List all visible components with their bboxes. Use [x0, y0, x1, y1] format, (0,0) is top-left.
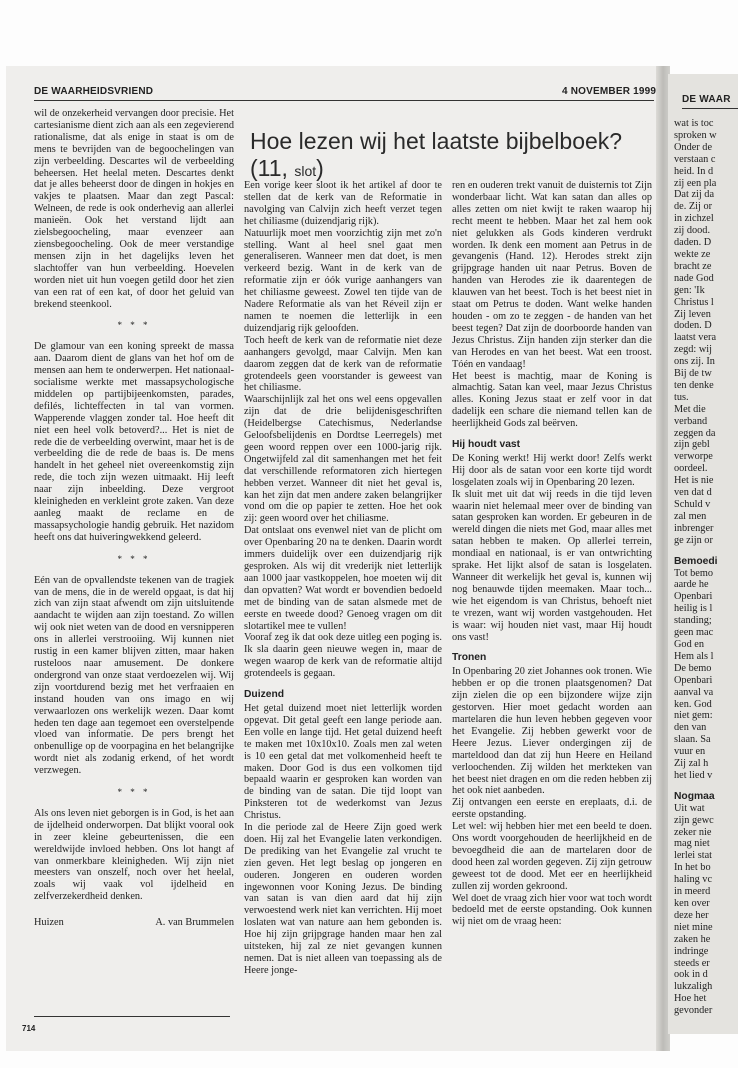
next-page-block — [674, 803, 738, 1017]
next-page-line: steeds er — [674, 957, 710, 969]
next-page-line: God en — [674, 638, 705, 650]
next-page-line: zij een pla — [674, 177, 717, 189]
next-page-line: ook in d — [674, 969, 708, 981]
section-separator: * * * — [117, 553, 151, 564]
left-paragraph: wil de onzekerheid vervangen door precisie. Het cartesianisme dient zich aan als een zegevierend rationalisme, dat als enige in staat is om de mens te bevrijden van de begoochelingen van zijn verbeelding. Descartes wil de verbeelding beheersen. Het heelal meten. Descartes denkt dat je alles beheerst door de dingen in hokjes en vakjes te plaatsen. Maar dan zegt Pascal: Welneen, de rede is ook onderhevig aan allerlei manieën. Ook het verstand lijdt aan zielsbegoocheling, maar evenzeer aan ziensbegoocheling. Ook de meer verstandige mensen zijn in het dagelijks leven het slachtoffer van hun verbeelding. Hoevelen worden niet uit hun voegen getild door het zien van een rat of een kat, of door het geluid van brekend steenkool. — [34, 108, 234, 310]
next-page-line: wekte ze — [674, 248, 711, 260]
next-page-line: lerlei stat — [674, 850, 713, 862]
left-paragraph: Als ons leven niet geborgen is in God, is het aan de ijdelheid onderworpen. Dat blijkt vooral ook in zeer kleine gebeurtenissen, die een wereldwijde invloed hebben. Ons lot hangt af van onmerkbare kleinigheden. Wij zijn niet meesters van onszelf, noch over het heelal, zoals wij vaak vol ijdelheid en zelfverzekerdheid denken. — [34, 807, 234, 903]
next-page-subheading: Nogmaa — [674, 790, 715, 802]
next-page-line: den van — [674, 722, 707, 734]
right-paragraph: Het beest is machtig, maar de Koning is almachtig. Satan kan veel, maar Jezus Christus alles. Koning Jezus staat er zelf voor in dat dadelijk een schare die niemand tellen kan de heerlijkheid Gods zal beërven. — [452, 370, 652, 430]
middle-paragraph: Toch heeft de kerk van de reformatie niet deze aanhangers gevolgd, maar Calvijn. Men kan daarom zeggen dat de kerk van de reformatie grotendeels geen voorstander is geweest van het chiliasme. — [244, 334, 442, 394]
next-page-line: wat is toc — [674, 118, 714, 129]
next-page-line: ven dat d — [674, 487, 712, 499]
next-page-line: aarde he — [674, 579, 709, 591]
next-page-line: zijn gewc — [674, 814, 714, 826]
next-page-line: zal men — [674, 510, 707, 522]
next-page-line: heid. In d — [674, 165, 714, 177]
next-page-line: slaan. Sa — [674, 734, 711, 746]
next-page-line: Openbari — [674, 674, 713, 686]
next-page-line: de. Zij or — [674, 201, 713, 213]
next-page-line: bracht ze — [674, 260, 712, 272]
next-page-line: indringe — [674, 945, 709, 957]
next-page-line: zegd: wij — [674, 344, 713, 356]
header-rule — [34, 100, 654, 101]
next-page-line: tus. — [674, 391, 689, 403]
next-page-line: in meerd — [674, 886, 711, 898]
page-number: 714 — [22, 1024, 36, 1033]
next-page-line: niet mine — [674, 921, 713, 933]
newspaper-page — [6, 66, 660, 1051]
next-page-line: zeker nie — [674, 826, 712, 838]
right-paragraph: Ik sluit met uit dat wij reeds in die tijd leven waarin niet helemaal meer over de binding van satan gesproken kan worden. Er gebeuren in de wereld dingen die niets met God, maar alles met satan hebben te maken. Op allerlei terrein, mondiaal en nationaal, is er van ontwrichting sprake. Het lijkt alsof de satan is losgelaten. Wanneer dit werkelijk het geval is, kunnen wij nog benauwde tijden meemaken. Maar toch... wie het eigendom is van Christus, behoeft niet te vrezen, want wij worden vastgehouden. Het is waar: wij houden niet vast, maar Hij houdt ons vast! — [452, 488, 652, 643]
section-separator: * * * — [117, 787, 151, 798]
next-page-line: verstaan c — [674, 153, 716, 165]
next-page-line: ons zij. In — [674, 356, 715, 368]
next-page-text — [674, 118, 738, 1017]
next-page-line: daden. D — [674, 237, 712, 249]
next-page-line: het lied v — [674, 769, 713, 781]
next-page-line: inbrenger — [674, 522, 714, 534]
next-page-line: vuur en — [674, 746, 706, 758]
issue-date: 4 NOVEMBER 1999 — [562, 86, 657, 97]
next-page-line: geen mac — [674, 627, 714, 639]
next-page-line: Hem als l — [674, 650, 714, 662]
article-title-suffix: (11, slot) — [250, 155, 324, 181]
middle-paragraph: Vooraf zeg ik dat ook deze uitleg een poging is. Ik sla daarin geen nieuwe wegen in, maar de wegen waarop de kerk van de reformatie altijd grotendeels is gegaan. — [244, 632, 442, 680]
next-page-line: nade God — [674, 272, 714, 284]
next-page-line: mag niet — [674, 838, 710, 850]
section-separator: * * * — [117, 320, 151, 331]
middle-paragraph: Waarschijnlijk zal het ons wel eens opgevallen zijn dat de drie belijdenisgeschriften (Heidelbergse Catechismus, Nederlandse Geloofsbelijdenis en Dordtse Leerregels) met geen woord reppen over een 1000-jarig rijk. Ongetwijfeld zal dit samenhangen met het feit dat verschillende reformatoren zich hiertegen hebben verzet. Wanneer dit niet het geval is, kan het zijn dat men andere zaken belangrijker vond om die op papier te zetten. Hoe het ook zij: geen woord over het chiliasme. — [244, 394, 442, 525]
next-page-line: sproken w — [674, 129, 717, 141]
signature-place: Huizen — [34, 917, 64, 929]
signature-author: A. van Brummelen — [155, 917, 234, 929]
next-page-line: ken. God — [674, 698, 712, 710]
subheading-hij-houdt-vast: Hij houdt vast — [452, 439, 521, 451]
right-paragraph: Let wel: wij hebben hier met een beeld te doen. Ons wordt voorgehouden de heerlijkheid en de bevoegdheid die aan de martelaren door de dood heen zal worden gegeven. Zij zijn getrouw geweest tot de dood. Met eer en heerlijkheid zullen zij worden gekroond. — [452, 821, 652, 892]
next-page-line: gen: 'Ik — [674, 284, 705, 296]
next-page-line: zijn gebl — [674, 439, 710, 451]
next-page-edge — [668, 74, 738, 1034]
right-column — [452, 180, 652, 928]
article-title — [250, 128, 660, 185]
next-page-line: zaken he — [674, 933, 711, 945]
next-page-block — [674, 568, 738, 782]
next-page-line: Met die — [674, 403, 706, 415]
next-page-line: verband — [674, 415, 708, 427]
next-page-subheading: Bemoedi — [674, 555, 718, 567]
next-page-line: Zij leven — [674, 308, 711, 320]
next-page-line: gevonder — [674, 1005, 713, 1017]
right-paragraph: Wel doet de vraag zich hier voor wat toch wordt bedoeld met de eerste opstanding. Ook kunnen wij niet om de vraag heen: — [452, 892, 652, 928]
publication-name: DE WAARHEIDSVRIEND — [34, 86, 154, 97]
middle-paragraph: In die periode zal de Heere Zijn goed werk doen. Hij zal het Evangelie laten verkondigen. De prediking van het Evangelie zal vrucht te zien geven. Het legt beslag op jongeren en ouderen. Jongeren en ouderen worden ingewonnen voor Koning Jezus. De binding van satan is van dien aard dat hij zijn verwoestend werk niet kan verrichten. Hij moet loslaten wat van nature aan hem gebonden is. Hoe hij zijn grijpgrage handen maar hen zal uitsteken, hij zal ze niet gevangen kunnen nemen. Dat is niet alleen van toepassing als de Heere jonge- — [244, 822, 442, 976]
next-page-line: laatst vera — [674, 332, 717, 344]
next-page-line: ken over — [674, 898, 710, 909]
next-page-line: Dat zij da — [674, 189, 715, 201]
article-title-text: Hoe lezen wij het laatste bijbelboek? — [250, 128, 623, 154]
next-page-line: Zij zal h — [674, 758, 709, 770]
subheading-duizend: Duizend — [244, 689, 285, 701]
next-page-line: Uit wat — [674, 802, 705, 814]
next-page-line: Hoe het — [674, 993, 707, 1005]
next-page-line: aanval va — [674, 686, 714, 698]
next-page-header: DE WAAR — [682, 94, 731, 105]
middle-paragraph: Natuurlijk moet men voorzichtig zijn met zo'n stelling. Want al heel snel gaat men generaliseren. Wanneer men dat doet, is men verkeerd bezig. Want in de kerk van de reformatie zijn er óók vurige aanhangers van het chiliasme geweest. Zowel ten tijde van de Nadere Reformatie als van het Réveil zijn er namen te noemen die letterlijk in een duizendjarig rijk geloofden. — [244, 227, 442, 334]
next-page-line: Het is nie — [674, 475, 714, 487]
left-paragraph: De glamour van een koning spreekt de massa aan. Daarom dient de glans van het hof om de mensen aan hem te onderwerpen. Het nationaal-socialisme werkte met massapsychologische middelen op partijbijeenkomsten, parades, defilés, lichteffecten in tal van vormen. Wapperende vlaggen zonder tal. Hoe heeft dit niet een heel volk betoverd?... Het is niet de rede die de verbeelding overwint, maar het is de verbeelding die de rede de baas is. De mens handelt in het geheel niet overeenkomstig zijn rede, die toch zijn wezen uitmaakt. Hij leeft naar zijn inbeelding. Deze vergroot kleinigheden en verkleint grote zaken. Van deze aanleg maakt de reclame en de massapsychologie handig gebruik. Het nazidom heeft ons dat huiveringwekkend geleerd. — [34, 341, 234, 543]
left-paragraph: Eén van de opvallendste tekenen van de tragiek van de mens, die in de wereld opgaat, is dat hij zich van zijn staat afwendt om zijn uitsluitende aandacht te wijden aan zijn toestand. Zo willen wij ook niet weten van de dood en versnipperen ons in allerlei verstrooiing. Wij kunnen niet rustig in een kamer blijven zitten, maar haken rusteloos naar amusement. De donkere ondergrond van onze staat verdoezelen wij. Wij zijn voortdurend bezig met het verfraaien en instand houden van ons imago en wij verwaarlozen ons werkelijk wezen. Daar komt heden ten dage aan tegemoet een overstelpende vloed van informatie. De pers brengt het onbenullige op de voorpagina en het belangrijke wordt niet als zodanig erkend, of het wordt verzwegen. — [34, 574, 234, 777]
middle-paragraph: Een vorige keer sloot ik het artikel af door te stellen dat de kerk van de Reformatie in navolging van Calvijn zich heeft verzet tegen het chiliasme (duizendjarig rijk). — [244, 180, 442, 227]
next-page-line: Schuld v — [674, 499, 711, 510]
right-paragraph: ren en ouderen trekt vanuit de duisternis tot Zijn wonderbaar licht. Wat kan satan dan alles op alles zetten om niet kwijt te raken waarop hij recht meent te hebben. Maar het zal hem ook niet gelukken als Gods kinderen verdrukt worden. Ik denk een moment aan Petrus in de gevangenis (Hand. 12). Herodes strekt zijn grijpgrage handen uit naar Petrus. Boven de handen van Herodes zie ik daarentegen de klauwen van het beest. Toch is het beest niet in staat om Petrus te doden. Want welke handen houden - om zo te zeggen - de handen van het beest tegen? Dat zijn de doorboorde handen van Jezus Christus. Zijn handen zijn sterker dan die van Herodes en van het beest. Wat een troost. Tóén en vandaag! — [452, 180, 652, 370]
next-page-line: deze her — [674, 909, 709, 921]
right-paragraph: In Openbaring 20 ziet Johannes ook tronen. Wie hebben er op die tronen plaatsgenomen? Dat zijn zielen die op een bijzondere wijze zijn gestorven. Hier moet gedacht worden aan martelaren die hun leven hebben gegeven voor het Evangelie. Zij hebben gewerkt voor de Heere Jezus. Liever ondergingen zij de marteldood dan dat zij hun Heere en Heiland verloochenden. Zij wilden het merkteken van het beest niet dragen en om die reden hebben zij het ook niet aanbeden. — [452, 666, 652, 797]
next-page-block — [674, 118, 738, 547]
author-signature — [34, 917, 234, 929]
footer-rule — [34, 1016, 230, 1017]
middle-column — [244, 180, 442, 977]
next-page-line: ge zijn or — [674, 534, 713, 546]
next-page-line: heilig is l — [674, 603, 713, 615]
next-page-line: ten denke — [674, 379, 714, 391]
middle-paragraph: Dat ontslaat ons evenwel niet van de plicht om over Openbaring 20 na te denken. Daarin wordt immers duidelijk over een duizendjarig rijk gesproken. Als wij dit vrederijk niet letterlijk aan 1000 jaar vastkoppelen, hoe moeten wij dit dan opvatten? Wat wordt er bovendien bedoeld met de binding van de satan alsmede met de eerste en tweede dood? Genoeg vragen om dit slotartikel mee te vullen! — [244, 525, 442, 632]
next-page-line: lukzaligh — [674, 981, 713, 993]
next-page-line: Openbari — [674, 591, 713, 603]
next-page-line: oordeel. — [674, 463, 708, 475]
next-page-line: Bij de tw — [674, 368, 712, 380]
next-page-line: standing; — [674, 615, 712, 627]
next-page-header-rule — [682, 108, 738, 109]
right-paragraph: Zij ontvangen een eerste en ereplaats, d.i. de eerste opstanding. — [452, 797, 652, 821]
next-page-line: haling vc — [674, 874, 713, 886]
next-page-line: in zichzel — [674, 213, 714, 225]
next-page-line: niet gem: — [674, 710, 713, 722]
next-page-line: doden. D — [674, 320, 712, 332]
next-page-line: Tot bemo — [674, 567, 714, 579]
next-page-line: Christus l — [674, 296, 714, 308]
next-page-line: zij dood. — [674, 225, 711, 237]
next-page-line: De bemo — [674, 662, 712, 674]
middle-paragraph: Het getal duizend moet niet letterlijk worden opgevat. Dit getal geeft een lange periode aan. Een volle en lange tijd. Het getal duizend heeft te maken met 10x10x10. Zoals men zal weten is 10 een getal dat met volkomenheid heeft te maken. Door God is dus een volkomen tijd bepaald waarin er gesproken kan worden van de binding van de satan. Die tijd loopt van Pinksteren tot de wederkomst van Jezus Christus. — [244, 702, 442, 822]
next-page-line: Onder de — [674, 141, 713, 153]
next-page-line: In het bo — [674, 862, 711, 874]
subheading-tronen: Tronen — [452, 652, 487, 664]
left-column — [34, 108, 234, 929]
next-page-line: verworpe — [674, 451, 713, 463]
right-paragraph: De Koning werkt! Hij werkt door! Zelfs werkt Hij door als de satan voor een korte tijd wordt losgelaten zoals wij in Openbaring 20 lezen. — [452, 452, 652, 488]
next-page-line: zeggen da — [674, 427, 716, 439]
